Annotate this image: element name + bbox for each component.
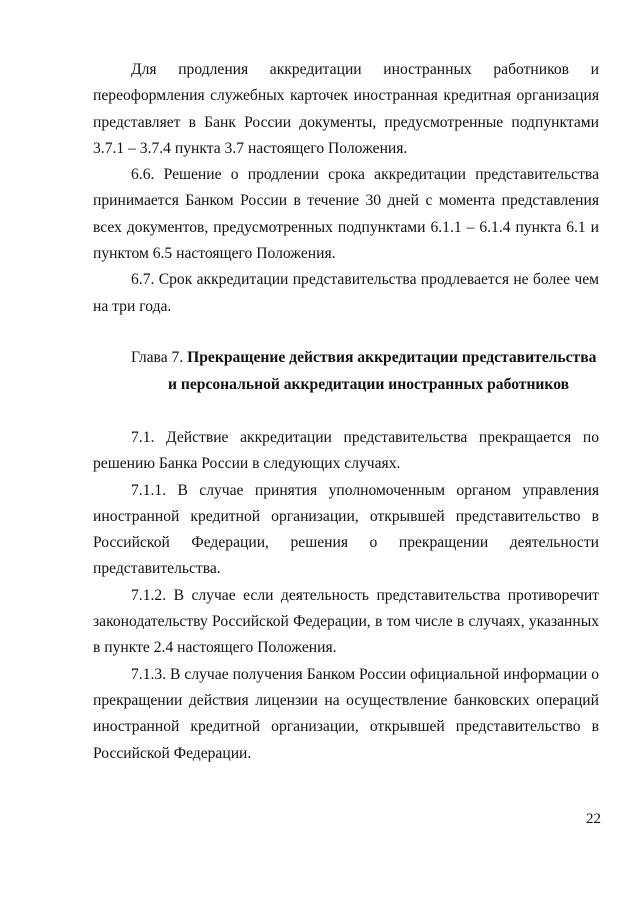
chapter-prefix: Глава 7. (131, 349, 188, 366)
chapter-heading-line2 (168, 372, 569, 398)
paragraph-7-1: 7.1. Действие аккредитации представительства прекращается по решению Банка России в следующих случаях. (93, 429, 599, 473)
paragraph-7-1-1: 7.1.1. В случае принятия уполномоченным органом управления иностранной кредитной организации, открывшей представительство в Российской Федерации, решения о прекращении деятельности представительства. (93, 481, 599, 578)
text-block-top (93, 57, 599, 320)
chapter-title-line1: Прекращение действия аккредитации представительства (187, 349, 597, 366)
paragraph-7-1-2: 7.1.2. В случае если деятельность представительства противоречит законодательству Российской Федерации, в том числе в случаях, указанных в пункте 2.4 настоящего Положения. (93, 586, 599, 657)
paragraph-6-6: 6.6. Решение о продлении срока аккредитации представительства принимается Банком России в течение 30 дней с момента представления всех документов, предусмотренных подпунктами 6.1.1 – 6.1.4 пункта 6.1 и пунктом 6.5 настоящего Положения. (93, 166, 599, 263)
text-block-bottom (93, 425, 599, 767)
chapter-title-line2: и персональной аккредитации иностранных работников (168, 376, 570, 393)
chapter-heading-line1 (131, 345, 596, 371)
paragraph-7-1-3: 7.1.3. В случае получения Банком России официальной информации о прекращении действия лицензии на осуществление банковских операций иностранной кредитной организации, открывшей представительство в Российской Федерации. (93, 665, 599, 762)
paragraph-6-7: 6.7. Срок аккредитации представительства продлевается не более чем на три года. (93, 271, 599, 315)
page-number: 22 (586, 811, 601, 827)
paragraph-accreditation-extension: Для продления аккредитации иностранных работников и переоформления служебных карточек иностранная кредитная организация представляет в Банк России документы, предусмотренные подпунктами 3.7.1 – 3.7.4 пункта 3.7 настоящего Положения. (93, 61, 599, 157)
